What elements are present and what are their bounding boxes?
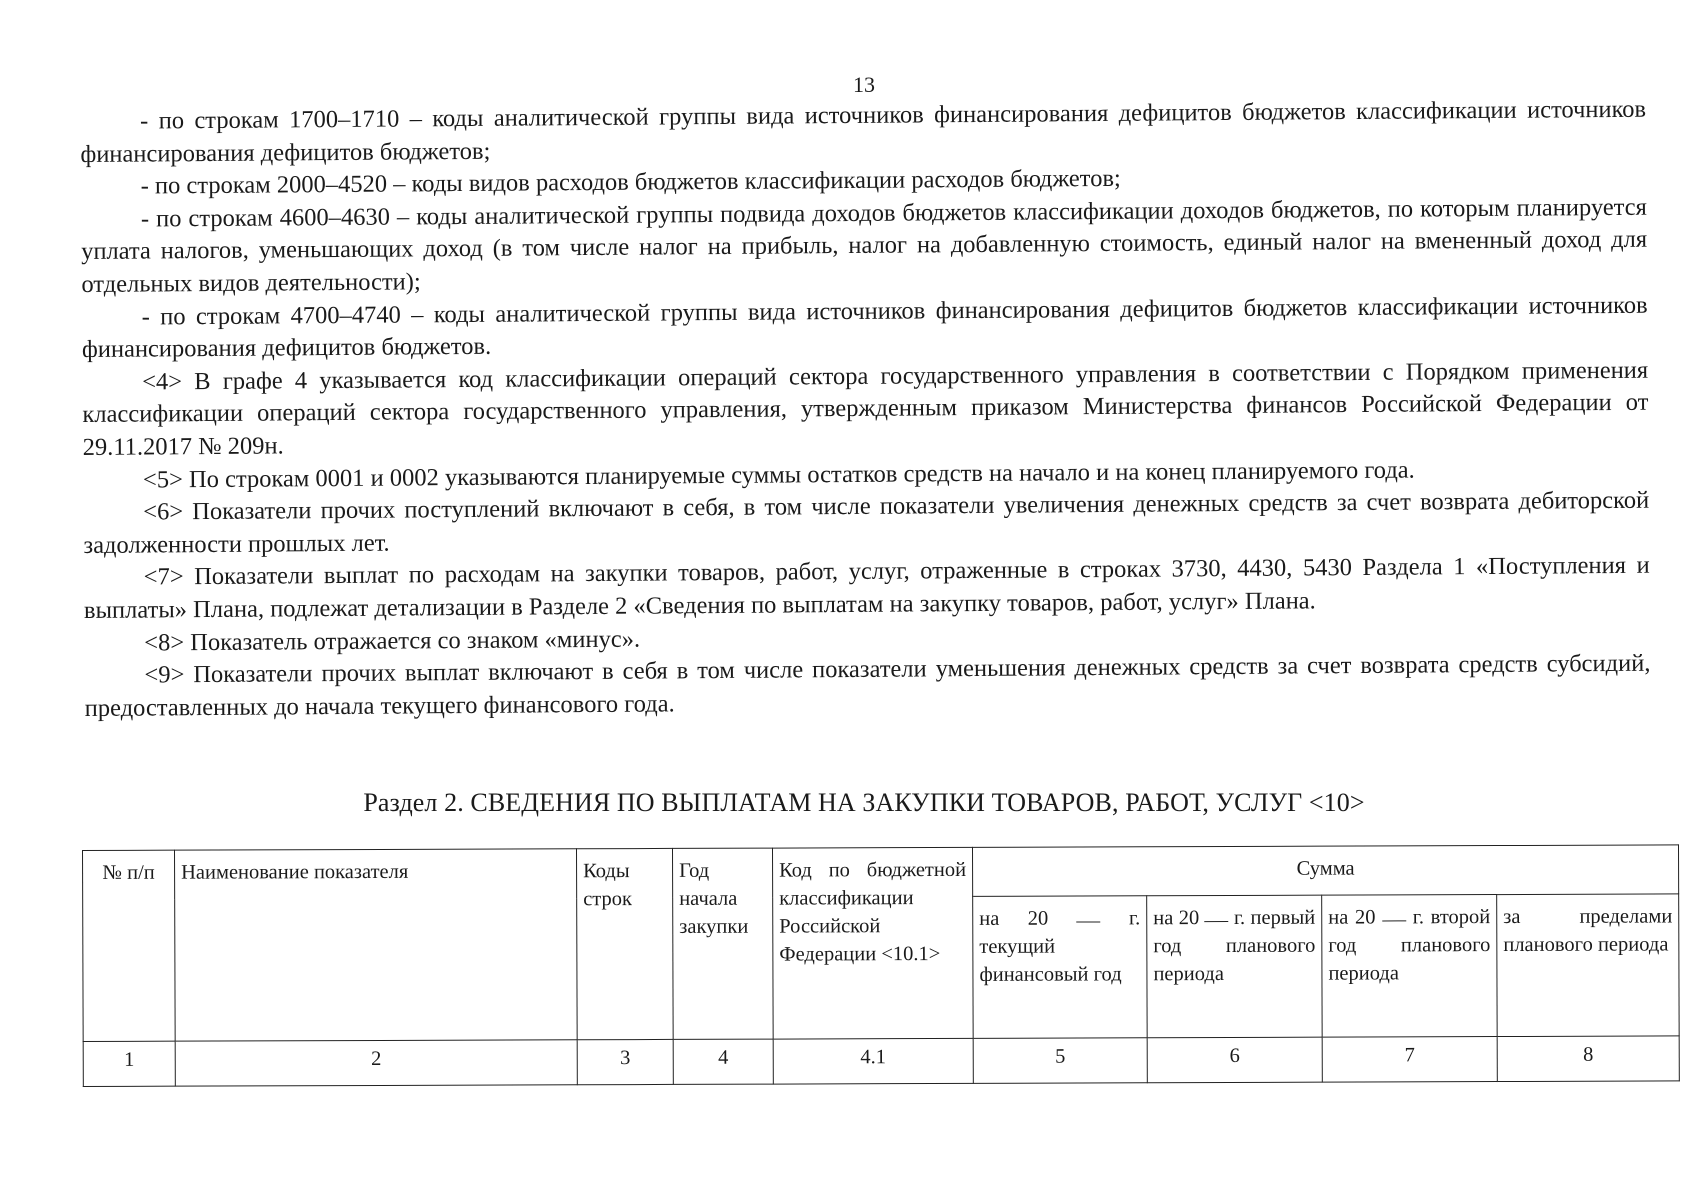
purchases-table-wrap [82,844,1680,1087]
header-row-top [83,845,1679,900]
footnotes-text [80,94,1651,726]
header-second-suffix: г. второй год планового периода [1328,906,1491,985]
paragraph: <7> Показатели выплат по расходам на закупки товаров, работ, услуг, отраженные в строках 3730, 4430, 5430 Раздела 1 «Поступления и выплаты» Плана, подлежат детализации в Разделе 2 «Сведения по выплатам на закупку товаров, работ, услуг» Плана. [83,551,1650,624]
page-number: 13 [853,72,875,97]
header-first-suffix: г. первый год планового периода [1153,906,1316,986]
column-number-row [83,1036,1679,1087]
paragraph: <9> Показатели прочих выплат включают в себя в том числе показатели уменьшения денежных средств за счет возврата средств субсидий, предоставленных до начала текущего финансового года. [84,649,1651,722]
header-first-prefix: на 20 [1153,907,1200,930]
year-blank [1205,920,1229,922]
header-first-year [1147,895,1322,1038]
header-kbk: Код по бюджетной классификации Российской Федерации <10.1> [772,847,973,1039]
column-number: 8 [1497,1036,1679,1082]
paragraph: - по строкам 2000–4520 – коды видов расходов бюджетов классификации расходов бюджетов; [140,165,1121,200]
year-blank [1382,919,1406,921]
column-number: 7 [1322,1037,1497,1083]
header-codes: Коды строк [576,848,673,1039]
paragraph: <6> Показатели прочих поступлений включают в себя, в том числе показатели увеличения денежных средств за счет возврата дебиторской задолженности прошлых лет. [83,486,1650,559]
purchases-table [82,844,1680,1087]
column-number: 6 [1147,1037,1322,1083]
paragraph: <4> В графе 4 указывается код классификации операций сектора государственного управления в соответствии с Порядком применения классификации операций сектора государственного управления, утвержденным приказом Министерства финансов Российской Федерации от 29.11.2017 № 209н. [82,356,1649,461]
header-current-year [973,896,1147,1039]
header-current-prefix: на 20 [979,907,1049,930]
header-sum: Сумма [972,845,1678,896]
column-number: 1 [83,1041,175,1086]
paragraph: - по строкам 4700–4740 – коды аналитической группы вида источников финансирования дефицитов бюджетов классификации источников финансирования дефицитов бюджетов. [81,291,1648,364]
header-current-suffix: г. текущий финансовый год [979,907,1141,986]
header-second-prefix: на 20 [1328,906,1376,929]
header-name: Наименование показателя [175,849,578,1041]
column-number: 4.1 [773,1038,973,1084]
paragraph: - по строкам 4600–4630 – коды аналитической группы подвида доходов бюджетов классификации доходов бюджетов, по которым планируется уплата налогов, уменьшающих доход (в том числе налог на прибыль, налог на добавленную стоимость, единый налог на вмененный доход для отдельных видов деятельности); [81,193,1648,298]
section-title: Раздел 2. СВЕДЕНИЯ ПО ВЫПЛАТАМ НА ЗАКУПКИ ТОВАРОВ, РАБОТ, УСЛУГ <10> [363,788,1365,817]
paragraph: - по строкам 1700–1710 – коды аналитической группы вида источников финансирования дефицитов бюджетов классификации источников финансирования дефицитов бюджетов; [80,95,1647,168]
header-beyond: за пределами планового периода [1497,894,1680,1037]
column-number: 3 [577,1039,673,1084]
header-year: Год начала закупки [672,848,773,1039]
column-number: 2 [175,1040,577,1086]
paragraph: <8> Показатель отражается со знаком «минус». [144,625,641,657]
column-number: 4 [673,1039,773,1084]
column-number: 5 [973,1038,1147,1084]
year-blank [1077,920,1101,922]
header-second-year [1322,895,1497,1038]
paragraph: <5> По строкам 0001 и 0002 указываются планируемые суммы остатков средств на начало и на конец планируемого года. [142,456,1415,494]
header-num: № п/п [83,850,176,1041]
